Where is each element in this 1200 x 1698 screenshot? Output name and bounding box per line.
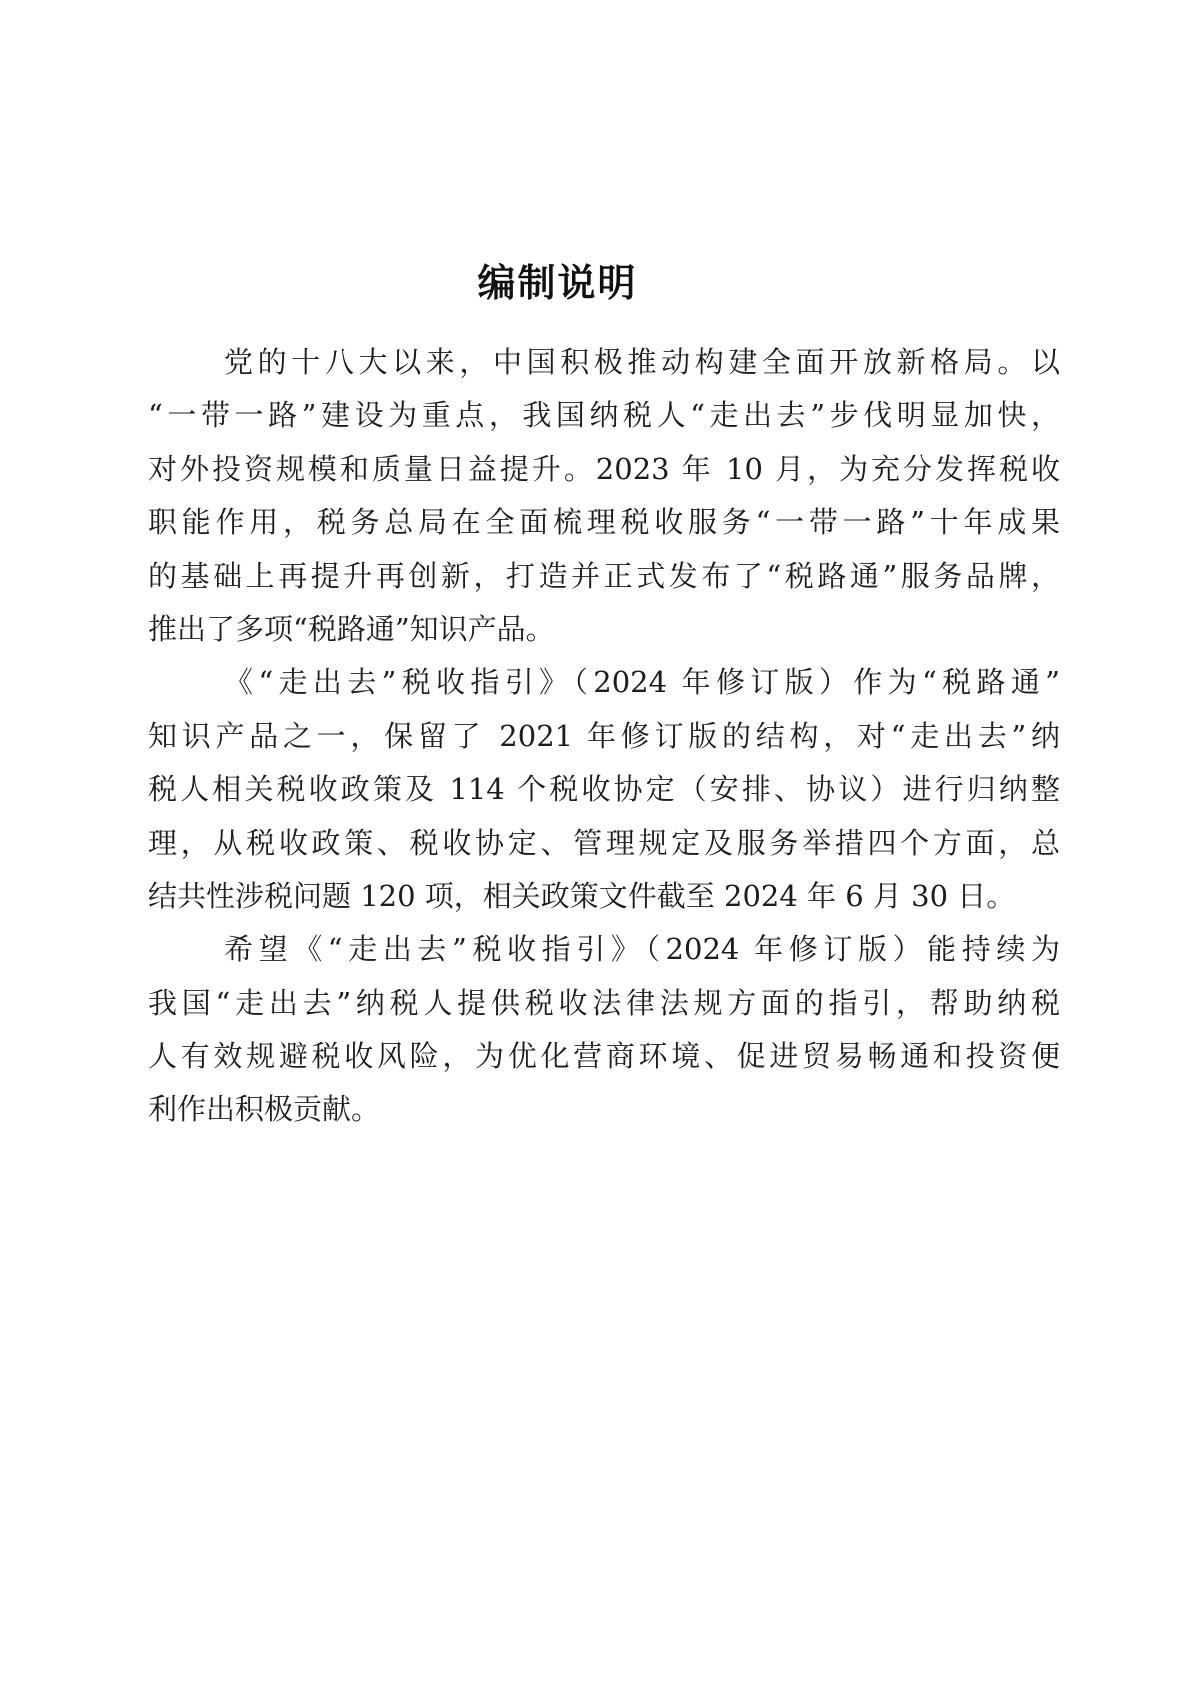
text-line: 职能作用，税务总局在全面梳理税收服务“一带一路”十年成果 [148,505,1060,540]
paragraph-1 [148,336,1060,656]
document-body [148,336,1060,1137]
text-line: “一带一路”建设为重点，我国纳税人“走出去”步伐明显加快， [148,398,1060,433]
text-line: 党的十八大以来，中国积极推动构建全面开放新格局。以 [224,345,1060,379]
text-line: 利作出积极贡献。 [148,1092,381,1127]
text-line: 希望《“走出去”税收指引》（2024 年修订版）能持续为 [224,932,1060,967]
paragraph-3 [148,923,1060,1137]
text-line: 推出了多项“税路通”知识产品。 [148,611,555,646]
text-line: 结共性涉税问题 120 项，相关政策文件截至 2024 年 6 月 30 日。 [148,878,1016,913]
text-line: 知识产品之一，保留了 2021 年修订版的结构，对“走出去”纳 [148,718,1060,753]
page-title: 编制说明 [477,261,638,305]
text-line: 对外投资规模和质量日益提升。2023 年 10 月，为充分发挥税收 [148,451,1060,486]
text-line: 税人相关税收政策及 114 个税收协定（安排、协议）进行归纳整 [148,772,1060,807]
text-line: 人有效规避税收风险，为优化营商环境、促进贸易畅通和投资便 [148,1039,1060,1074]
text-line: 的基础上再提升再创新，打造并正式发布了“税路通”服务品牌， [148,558,1060,593]
text-line: 《“走出去”税收指引》（2024 年修订版）作为“税路通” [224,665,1060,700]
paragraph-2 [148,656,1060,923]
text-line: 理，从税收政策、税收协定、管理规定及服务举措四个方面，总 [148,825,1060,860]
text-line: 我国“走出去”纳税人提供税收法律法规方面的指引，帮助纳税 [148,985,1060,1020]
